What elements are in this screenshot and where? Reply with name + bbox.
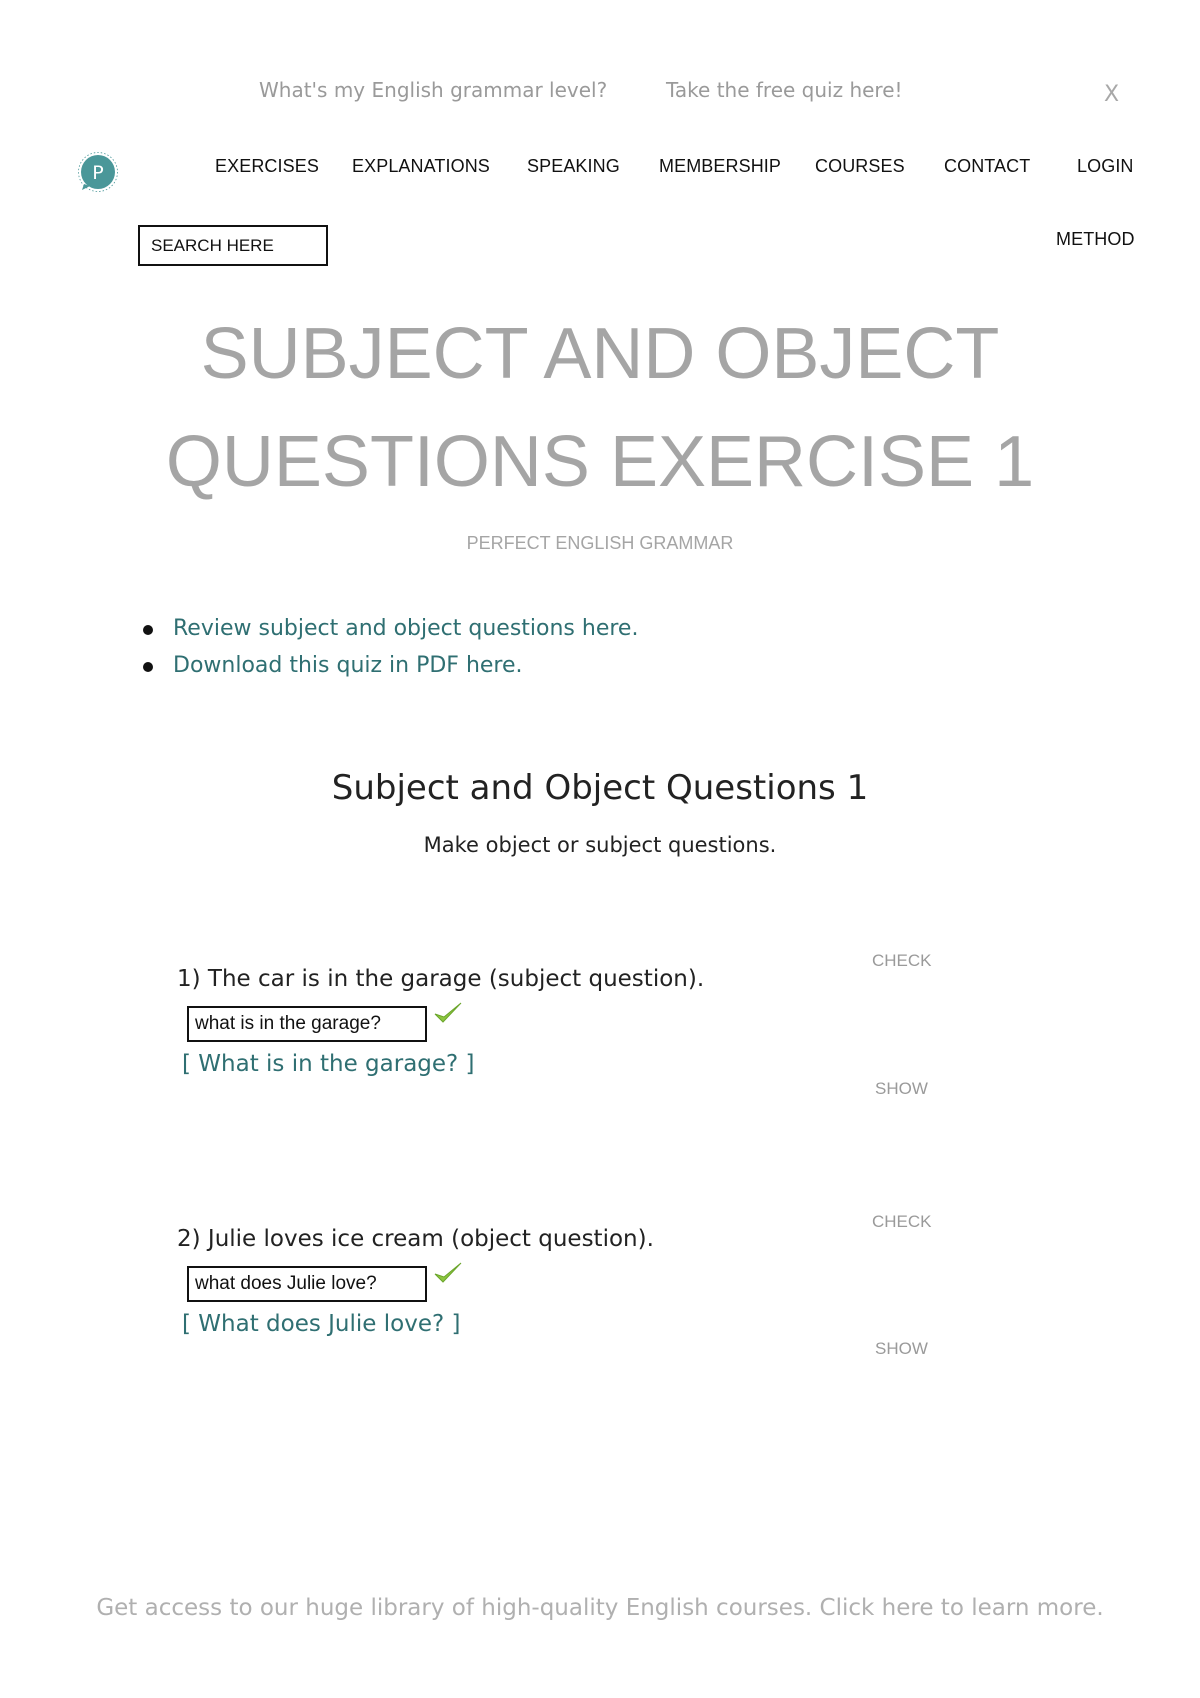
banner-close-button[interactable]: X — [1104, 82, 1120, 107]
logo-letter: P — [92, 162, 104, 184]
nav-exercises[interactable]: EXERCISES — [215, 156, 319, 176]
search-input[interactable] — [138, 225, 328, 266]
correct-answer: [ What is in the garage? ] — [182, 1051, 475, 1077]
answer-input[interactable] — [187, 1006, 427, 1042]
courses-promo-footer[interactable]: Get access to our huge library of high-quality English courses. Click here to learn more. — [96, 1595, 1104, 1621]
nav-courses[interactable]: COURSES — [815, 156, 905, 176]
bullet-icon — [143, 625, 153, 635]
check-button[interactable]: CHECK — [872, 1212, 932, 1231]
nav-speaking[interactable]: SPEAKING — [527, 156, 620, 176]
site-name: PERFECT ENGLISH GRAMMAR — [466, 533, 734, 553]
free-quiz-link[interactable]: Take the free quiz here! — [666, 78, 903, 102]
nav-contact[interactable]: CONTACT — [944, 156, 1031, 176]
show-button[interactable]: SHOW — [875, 1339, 928, 1358]
nav-method[interactable]: METHOD — [1056, 229, 1135, 249]
bullet-icon — [143, 662, 153, 672]
correct-check-icon — [433, 1000, 463, 1026]
download-pdf-link[interactable]: Download this quiz in PDF here. — [173, 653, 523, 678]
grammar-level-prompt: What's my English grammar level? — [259, 78, 608, 102]
nav-login[interactable]: LOGIN — [1077, 156, 1134, 176]
correct-answer: [ What does Julie love? ] — [182, 1311, 461, 1337]
nav-explanations[interactable]: EXPLANATIONS — [352, 156, 490, 176]
question-prompt: 1) The car is in the garage (subject question). — [177, 966, 705, 992]
nav-membership[interactable]: MEMBERSHIP — [659, 156, 782, 176]
quiz-instruction: Make object or subject questions. — [423, 833, 777, 857]
review-link[interactable]: Review subject and object questions here. — [173, 616, 639, 641]
question-prompt: 2) Julie loves ice cream (object question). — [177, 1226, 654, 1252]
page-title-line-2: QUESTIONS EXERCISE 1 — [165, 422, 1035, 502]
show-button[interactable]: SHOW — [875, 1079, 928, 1098]
page-title-line-1: SUBJECT AND OBJECT — [200, 314, 1000, 394]
correct-check-icon — [433, 1260, 463, 1286]
quiz-title: Subject and Object Questions 1 — [331, 768, 869, 808]
check-button[interactable]: CHECK — [872, 951, 932, 970]
answer-input[interactable] — [187, 1266, 427, 1302]
site-logo-icon[interactable] — [78, 152, 118, 192]
